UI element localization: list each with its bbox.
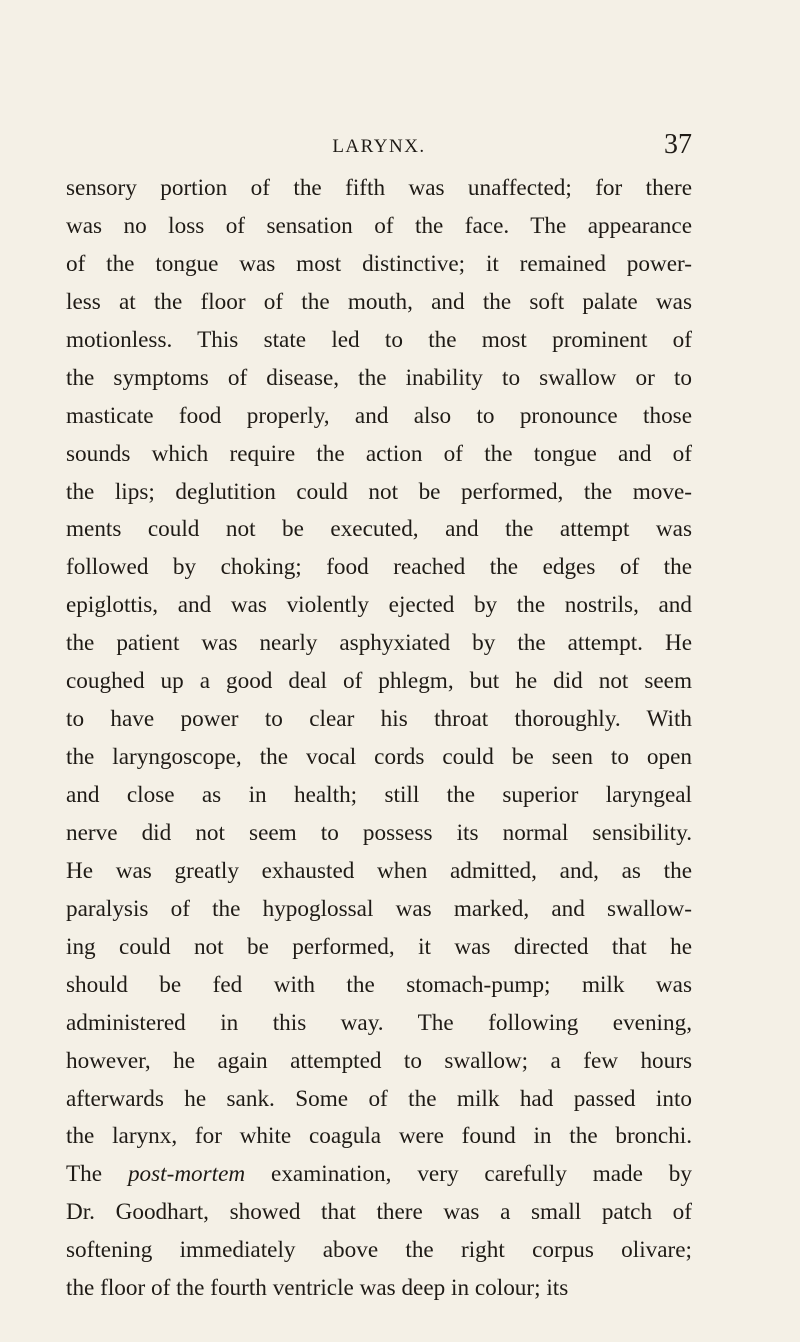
text-line: motionless. This state led to the most prominent of [66,326,692,353]
text-line: sensory portion of the fifth was unaffected; for there [66,175,692,201]
running-head [66,130,692,164]
text-line: ing could not be performed, it was directed that he [66,933,692,960]
text-line-with-italic [66,1156,692,1194]
text-line: however, he again attempted to swallow; a few hours [66,1047,692,1074]
text-line: ments could not be executed, and the attempt was [66,516,692,543]
text-line: the lips; deglutition could not be performed, the move- [66,478,692,505]
text-line: the laryngoscope, the vocal cords could be seen to open [66,744,692,771]
text-segment: The [66,1161,128,1188]
italic-term: post-mortem [127,1161,246,1188]
text-line: epiglottis, and was violently ejected by the nostrils, and [66,592,692,619]
text-line: followed by choking; food reached the edges of the [66,554,692,581]
page-number: 37 [664,129,692,160]
body-text [66,170,692,1308]
text-line: afterwards he sank. Some of the milk had passed into [66,1085,692,1112]
text-line: less at the floor of the mouth, and the soft palate was [66,288,692,315]
text-line: He was greatly exhausted when admitted, and, as the [66,857,692,884]
text-line: paralysis of the hypoglossal was marked, and swallow- [66,895,692,922]
text-line: should be fed with the stomach-pump; milk was [66,971,692,998]
text-line: the floor of the fourth ventricle was deep in colour; its [66,1275,569,1302]
text-line: the larynx, for white coagula were found in the bronchi. [66,1123,692,1150]
text-line: nerve did not seem to possess its normal sensibility. [66,819,692,846]
text-line: coughed up a good deal of phlegm, but he did not seem [66,668,692,695]
text-line: of the tongue was most distinctive; it remained power- [66,250,692,277]
text-line: the patient was nearly asphyxiated by the attempt. He [66,630,692,657]
text-line: sounds which require the action of the tongue and of [66,440,692,467]
text-line: was no loss of sensation of the face. The appearance [66,212,692,239]
running-head-title: LARYNX. [332,136,426,157]
text-line: administered in this way. The following evening, [66,1009,692,1036]
text-line: softening immediately above the right corpus olivare; [66,1237,692,1264]
text-line: to have power to clear his throat thoroughly. With [66,706,692,733]
text-line: masticate food properly, and also to pronounce those [66,402,692,429]
text-line: and close as in health; still the superior laryngeal [66,782,692,808]
text-segment: examination, very carefully made by [245,1161,692,1188]
text-line: Dr. Goodhart, showed that there was a small patch of [66,1199,692,1226]
text-line: the symptoms of disease, the inability to swallow or to [66,364,692,391]
